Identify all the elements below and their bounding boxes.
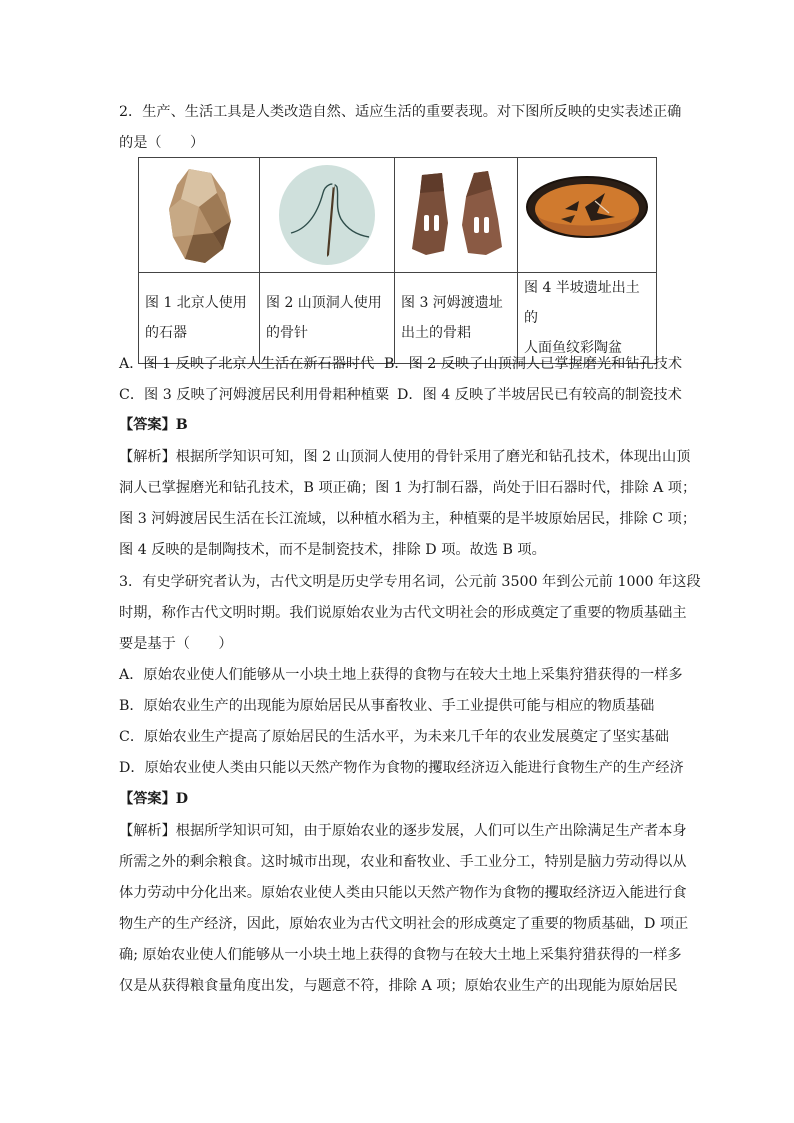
q3-option-a: A．原始农业使人们能够从一小块土地上获得的食物与在较大土地上采集狩猎获得的一样多 bbox=[119, 667, 683, 683]
caption-cell-1 bbox=[139, 273, 260, 364]
caption-4-line2: 人面鱼纹彩陶盆 bbox=[524, 340, 622, 356]
q2-analysis-line3: 图 3 河姆渡居民生活在长江流域，以种植水稻为主，种植粟的是半坡原始居民，排除 C 项； bbox=[119, 511, 697, 527]
bone-spade-icon bbox=[402, 163, 510, 267]
q2-options-ab bbox=[119, 355, 689, 373]
q3-option-b: B．原始农业生产的出现能为原始居民从事畜牧业、手工业提供可能与相应的物质基础 bbox=[119, 698, 655, 714]
stone-tool-icon bbox=[159, 163, 239, 267]
q2-option-d: D．图 4 反映了半坡居民已有较高的制瓷技术 bbox=[397, 387, 682, 403]
q3-analysis-line1: 【解析】根据所学知识可知，由于原始农业的逐步发展，人们可以生产出除满足生产者本身 bbox=[119, 823, 687, 839]
fish-basin-icon bbox=[525, 163, 649, 267]
q3-answer: 【答案】D bbox=[119, 791, 189, 807]
q3-analysis-line6: 仅是从获得粮食量角度出发，与题意不符，排除 A 项；原始农业生产的出现能为原始居民 bbox=[119, 978, 678, 994]
image-cell-1 bbox=[139, 158, 260, 273]
q3-analysis-line4: 物生产的生产经济，因此，原始农业为古代文明社会的形成奠定了重要的物质基础，D 项正 bbox=[119, 916, 689, 932]
q3-option-c: C．原始农业生产提高了原始居民的生活水平，为未来几千年的农业发展奠定了坚实基础 bbox=[119, 729, 669, 745]
image-cell-3 bbox=[395, 158, 518, 273]
q2-answer: 【答案】B bbox=[119, 417, 188, 433]
q2-stem-line1: 2．生产、生活工具是人类改造自然、适应生活的重要表现。对下图所反映的史实表述正确 bbox=[119, 104, 682, 120]
q2-option-c: C．图 3 反映了河姆渡居民利用骨耜种植粟 bbox=[119, 387, 390, 403]
caption-cell-4 bbox=[518, 273, 657, 364]
q3-analysis-line2: 所需之外的剩余粮食。这时城市出现，农业和畜牧业、手工业分工，特别是脑力劳动得以从 bbox=[119, 854, 687, 870]
q2-option-b: B．图 2 反映了山顶洞人已掌握磨光和钻孔技术 bbox=[384, 356, 683, 372]
q3-stem-line3: 要是基于（ ） bbox=[119, 636, 233, 652]
q3-option-d: D．原始农业使人类由只能以天然产物作为食物的攫取经济迈入能进行食物生产的生产经济 bbox=[119, 760, 684, 776]
q2-image-table bbox=[138, 157, 657, 364]
q2-options-cd bbox=[119, 386, 689, 404]
q3-analysis-line3: 体力劳动中分化出来。原始农业使人类由只能以天然产物作为食物的攫取经济迈入能进行食 bbox=[119, 885, 687, 901]
q2-stem-line2: 的是（ ） bbox=[119, 135, 205, 151]
q3-analysis-line5: 确; 原始农业使人们能够从一小块土地上获得的食物与在较大土地上采集狩猎获得的一样多 bbox=[119, 947, 682, 963]
bone-needle-icon bbox=[277, 163, 377, 267]
image-cell-2 bbox=[260, 158, 395, 273]
caption-cell-2 bbox=[260, 273, 395, 364]
q3-stem-line1: 3．有史学研究者认为，古代文明是历史学专用名词，公元前 3500 年到公元前 1000 年这段 bbox=[119, 574, 701, 590]
image-cell-4 bbox=[518, 158, 657, 273]
caption-4-line1: 图 4 半坡遗址出土的 bbox=[524, 280, 640, 326]
q2-analysis-line2: 洞人已掌握磨光和钻孔技术，B 项正确；图 1 为打制石器，尚处于旧石器时代，排除 A 项； bbox=[119, 480, 697, 496]
caption-2-line1: 图 2 山顶洞人使用 bbox=[266, 295, 382, 311]
caption-3-line1: 图 3 河姆渡遗址 bbox=[401, 295, 503, 311]
caption-cell-3 bbox=[395, 273, 518, 364]
caption-1-line1: 图 1 北京人使用 bbox=[145, 295, 247, 311]
caption-3-line2: 出土的骨耜 bbox=[401, 325, 471, 341]
q2-analysis-line1: 【解析】根据所学知识可知，图 2 山顶洞人使用的骨针采用了磨光和钻孔技术，体现出山顶 bbox=[119, 449, 691, 465]
caption-1-line2: 的石器 bbox=[145, 325, 187, 341]
q3-stem-line2: 时期，称作古代文明时期。我们说原始农业为古代文明社会的形成奠定了重要的物质基础主 bbox=[119, 605, 687, 621]
caption-2-line2: 的骨针 bbox=[266, 325, 308, 341]
q2-option-a: A．图 1 反映了北京人生活在新石器时代 bbox=[119, 356, 375, 372]
q2-analysis-line4: 图 4 反映的是制陶技术，而不是制瓷技术，排除 D 项。故选 B 项。 bbox=[119, 542, 546, 558]
